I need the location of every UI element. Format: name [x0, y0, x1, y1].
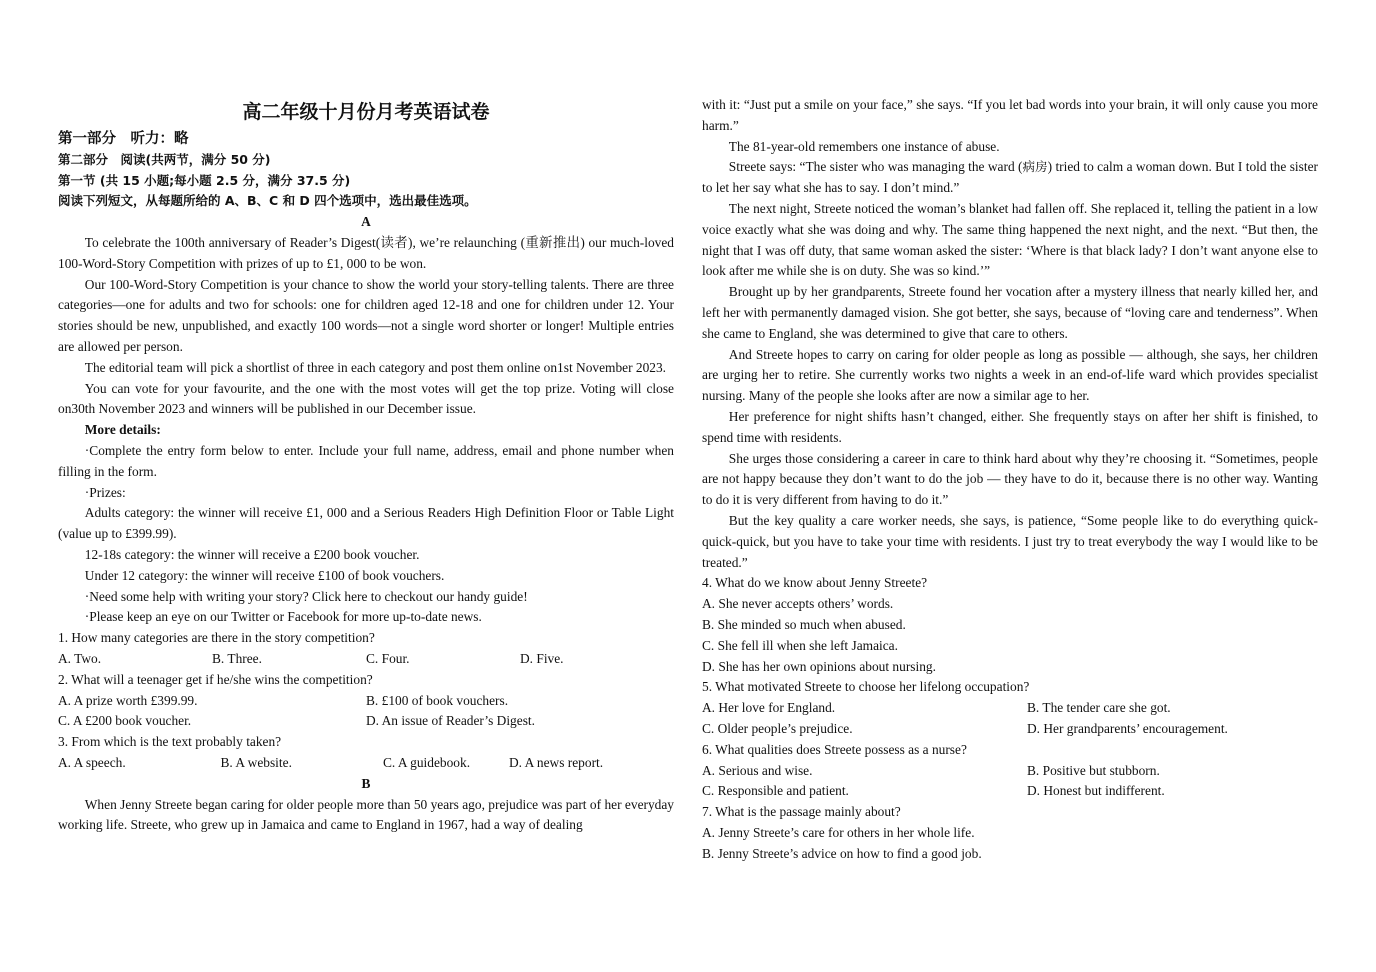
part1-heading: 第一部分 听力：略 — [58, 131, 189, 147]
question-3-options — [58, 753, 674, 774]
question-6-options — [702, 781, 1318, 802]
option-d: D. She has her own opinions about nursing. — [702, 658, 936, 674]
option-b: B. The tender care she got. — [1027, 700, 1171, 716]
option-a: A. Jenny Streete’s care for others in her whole life. — [702, 824, 975, 840]
detail-item: ·Prizes: — [84, 484, 126, 500]
detail-item: Adults category: the winner will receive £1, 000 and a Serious Readers High Definition Floor or Table Light (value up to £399.99). — [58, 505, 674, 542]
question-3-stem: 3. From which is the text probably taken? — [58, 734, 282, 750]
detail-item: 12-18s category: the winner will receive a £200 book voucher. — [84, 546, 420, 562]
passage-b-paragraph: When Jenny Streete began caring for older people more than 50 years ago, prejudice was part of her everyday working life. Streete, who grew up in Jamaica and came to England in 1967, had a way of dealing — [58, 796, 674, 833]
part2-heading: 第二部分 阅读(共两节，满分 50 分) — [58, 151, 271, 167]
question-1-stem: 1. How many categories are there in the story competition? — [58, 630, 375, 646]
question-5-options — [702, 719, 1318, 740]
passage-b-paragraph: She urges those considering a career in care to think hard about why they’re choosing it. “Sometimes, people are not happy because they don’t want to do the job — they have to do it, because there is no other way. Wanting to do it is very different from having to do it.” — [702, 450, 1318, 508]
more-details-heading: More details: — [84, 422, 161, 438]
option-a: A. Two. — [58, 650, 102, 666]
passage-a-paragraph: The editorial team will pick a shortlist of three in each category and post them online on1st November 2023. — [84, 359, 667, 375]
passage-b-paragraph: The next night, Streete noticed the woman’s blanket had fallen off. She replaced it, telling the patient in a low voice exactly what she was doing and why. The same thing happened the next night, and the next. “But then, the night that I was off duty, that same woman asked the sister: ‘Where is that black lady? I don’t want anyone else to look after me while she is on duty. She was so kind.’” — [702, 200, 1318, 279]
passage-b-paragraph: with it: “Just put a smile on your face,” she says. “If you let bad words into your brain, it will only cause you more harm.” — [702, 97, 1318, 133]
option-c: C. A guidebook. — [383, 754, 471, 770]
passage-b-paragraph: Her preference for night shifts hasn’t changed, either. She frequently stays on after her shift is finished, to spend time with residents. — [702, 408, 1318, 445]
passage-b-paragraph: Brought up by her grandparents, Streete found her vocation after a mystery illness that nearly killed her, and left her with permanently damaged vision. She got better, she says, because of “loving care and tenderness”. When she came to England, she was determined to give that care to others. — [702, 284, 1318, 341]
passage-a-label: A — [361, 214, 371, 230]
option-a: A. A prize worth £399.99. — [58, 692, 198, 708]
passage-b-paragraph — [702, 157, 1318, 199]
option-c: C. She fell ill when she left Jamaica. — [702, 637, 898, 653]
option-c: C. Older people’s prejudice. — [702, 720, 853, 736]
text-run: ) tried to calm a woman down. But I told the sister to let her say what she has to say. I don’t mind.” — [702, 159, 1318, 196]
question-6-stem: 6. What qualities does Streete possess as a nurse? — [702, 741, 967, 757]
question-5-stem: 5. What motivated Streete to choose her lifelong occupation? — [702, 679, 1030, 695]
option-a: A. Serious and wise. — [702, 762, 813, 778]
passage-a-paragraph: To celebrate the 100th anniversary of Reader’s Digest(读者), we’re relaunching (重新推出) our much-loved 100-Word-Story Competition with prizes of up to £1, 000 to be won. — [58, 234, 674, 271]
passage-b-paragraph: But the key quality a care worker needs, she says, is patience, “Some people like to do everything quick-quick-quick, but you have to take your time with residents. I just try to treat everybody the way I would like to be treated.” — [702, 512, 1318, 570]
question-2-options — [58, 711, 674, 732]
question-2-stem: 2. What will a teenager get if he/she wins the competition? — [58, 671, 373, 687]
detail-item: ·Please keep an eye on our Twitter or Facebook for more up-to-date news. — [84, 609, 482, 625]
detail-item: ·Need some help with writing your story? Click here to checkout our handy guide! — [84, 588, 528, 604]
option-b: B. £100 of book vouchers. — [366, 692, 509, 708]
section1-heading: 第一节 (共 15 小题;每小题 2.5 分，满分 37.5 分) — [58, 172, 351, 188]
option-a: A. Her love for England. — [702, 700, 836, 716]
passage-b-label: B — [361, 775, 371, 791]
option-b: B. She minded so much when abused. — [702, 616, 906, 632]
question-7-stem: 7. What is the passage mainly about? — [702, 804, 901, 820]
question-4-stem: 4. What do we know about Jenny Streete? — [702, 575, 928, 591]
left-column — [58, 95, 674, 836]
option-d: D. An issue of Reader’s Digest. — [366, 713, 535, 729]
option-d: D. Her grandparents’ encouragement. — [1027, 720, 1228, 736]
right-column — [702, 95, 1318, 864]
question-6-options — [702, 761, 1318, 782]
detail-item: ·Complete the entry form below to enter. Include your full name, address, email and phone number when filling in the form. — [58, 442, 674, 479]
question-2-options — [58, 691, 674, 712]
passage-b-paragraph: And Streete hopes to carry on caring for older people as long as possible — although, she says, her children are urging her to retire. She currently works two nights a week in an end-of-life ward which provides specialist nursing. Many of the people she looks after are now a similar age to her. — [702, 346, 1318, 404]
page-title: 高二年级十月份月考英语试卷 — [242, 101, 490, 123]
option-a: A. A speech. — [58, 754, 126, 770]
text-run: Streete says: “The sister who was managing the ward ( — [728, 159, 1023, 175]
option-d: D. A news report. — [509, 754, 604, 770]
instruction: 阅读下列短文，从每题所给的 A、B、C 和 D 四个选项中，选出最佳选项。 — [58, 193, 477, 209]
passage-a-paragraph: You can vote for your favourite, and the one with the most votes will get the top prize. Voting will close on30th November 2023 and winners will be published in our December issue. — [58, 380, 674, 417]
passage-b-paragraph: The 81-year-old remembers one instance of abuse. — [728, 138, 1000, 154]
chinese-gloss: 病房 — [1022, 159, 1048, 175]
option-b: B. Three. — [212, 650, 262, 666]
option-d: D. Five. — [520, 650, 564, 666]
passage-a-paragraph: Our 100-Word-Story Competition is your chance to show the world your story-telling talents. There are three categories—one for adults and two for schools: one for children aged 12-18 and one for children under 12. Your stories should be new, unpublished, and exactly 100 words—not a single word shorter or longer! Multiple entries are allowed per person. — [58, 276, 674, 354]
question-1-options — [58, 649, 674, 670]
detail-item: Under 12 category: the winner will receive £100 of book vouchers. — [84, 567, 445, 583]
option-c: C. A £200 book voucher. — [58, 713, 192, 729]
option-b: B. Jenny Streete’s advice on how to find a good job. — [702, 845, 982, 861]
option-c: C. Responsible and patient. — [702, 783, 849, 799]
option-b: B. A website. — [220, 754, 292, 770]
option-d: D. Honest but indifferent. — [1027, 783, 1165, 799]
option-a: A. She never accepts others’ words. — [702, 596, 894, 612]
option-b: B. Positive but stubborn. — [1027, 762, 1160, 778]
question-5-options — [702, 698, 1318, 719]
option-c: C. Four. — [366, 650, 410, 666]
